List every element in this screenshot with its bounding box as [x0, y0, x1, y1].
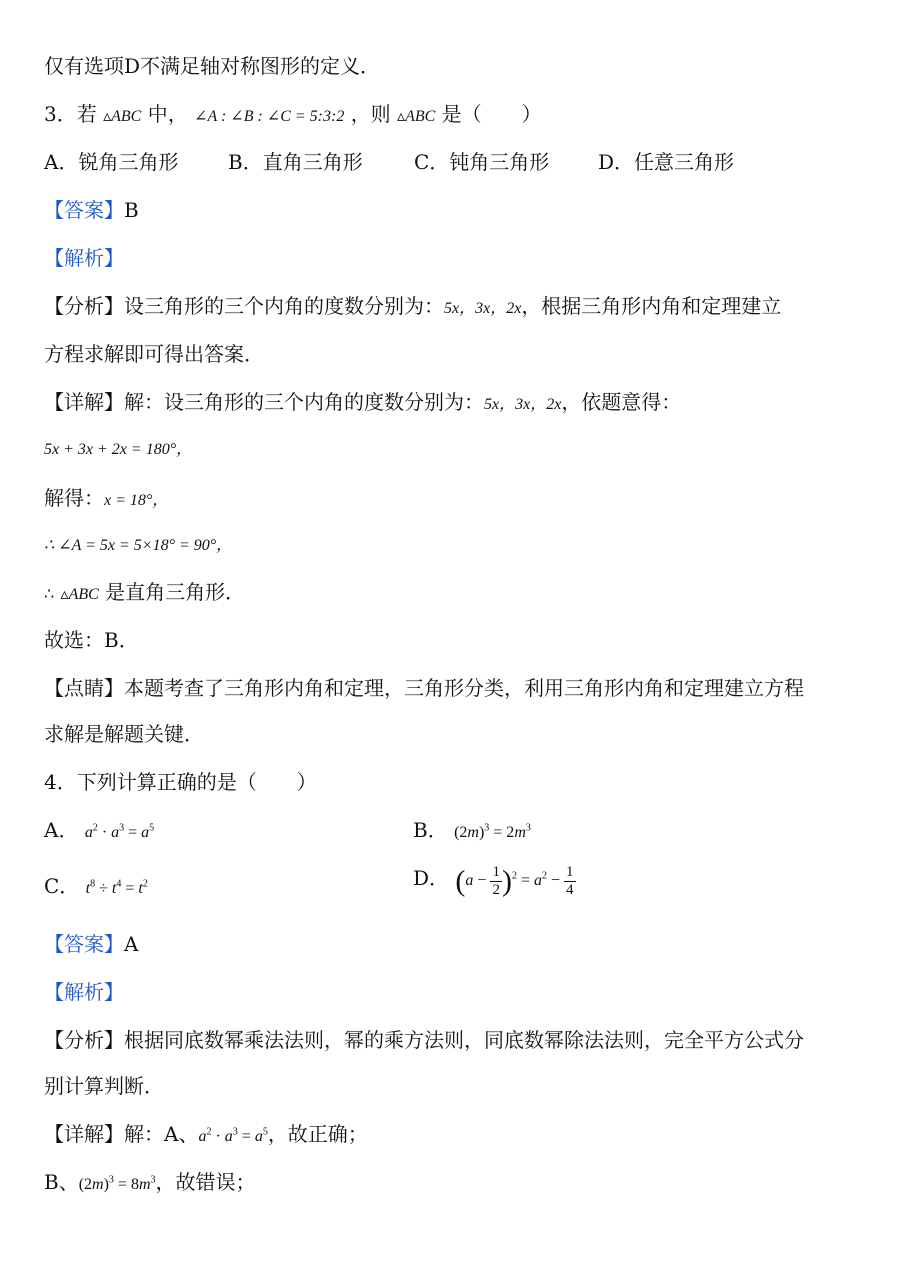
- q2-tail-text: 仅有选项D不满足轴对称图形的定义．: [44, 54, 381, 78]
- q4-line-b: [44, 1168, 256, 1199]
- q3-equation-2: x = 18°，: [104, 492, 169, 509]
- q3-conclusion-text: 是直角三角形．: [98, 580, 246, 604]
- q3-mid: 中，: [147, 102, 188, 126]
- q3-dianjing-line2: 求解是解题关键．: [44, 722, 204, 746]
- q3-fenxi-line1: [44, 292, 781, 323]
- q3-solve-label: 解得：: [44, 486, 104, 510]
- q3-stem: [44, 100, 542, 131]
- q3-conclusion-triangle: ▵ABC: [60, 586, 99, 603]
- q3-then: ，则: [350, 102, 391, 126]
- q4-fenxi-line2: 别计算判断．: [44, 1074, 164, 1098]
- q3-solve-line: [44, 484, 168, 515]
- q3-triangle: ▵ABC: [103, 108, 142, 125]
- q3-option-a: A．锐角三角形: [44, 150, 179, 174]
- q3-ratio: ∠A : ∠B : ∠C = 5:3:2: [194, 108, 345, 125]
- q3-xiangjie-tag: 【详解】: [44, 390, 124, 414]
- q4-line-b-suffix: ，故错误；: [155, 1170, 256, 1194]
- q4-option-c-formula: $t^8 \div t^4 = t^2$: [85, 878, 148, 897]
- q3-therefore: ∴: [44, 586, 55, 603]
- q4-xiangjie-formula: $a^2 \cdot a^3 = a^5$: [198, 1126, 268, 1145]
- q4-xiangjie-text-a: 解：A、: [124, 1122, 199, 1146]
- q4-answer-value: A: [124, 932, 139, 956]
- q3-option-b: B．直角三角形: [228, 150, 363, 174]
- q3-option-c: C．钝角三角形: [414, 150, 550, 174]
- q4-option-a-formula: $a^2 \cdot a^3 = a^5$: [84, 822, 155, 841]
- q4-option-c: C． $t^8 \div t^4 = t^2$: [44, 874, 148, 898]
- q3-answer-value: B: [124, 198, 139, 222]
- q4-option-b: B． $(2m)^3 = 2m^3$: [413, 818, 531, 842]
- q4-answer: [44, 930, 138, 958]
- q3-end: 是（ ）: [441, 102, 542, 126]
- q3-conclusion: [44, 578, 245, 609]
- q3-dianjing-text: 本题考查了三角形内角和定理，三角形分类，利用三角形内角和定理建立方程: [124, 676, 804, 700]
- q4-line-b-formula: $(2m)^3 = 8m^3$: [78, 1174, 156, 1193]
- q4-fenxi-line1: [44, 1026, 804, 1054]
- q3-fenxi-line2: 方程求解即可得出答案．: [44, 342, 264, 366]
- q3-xiangjie-values: 5x，3x，2x: [484, 396, 562, 413]
- q4-option-d-formula: (a − $\frac{1}{2}$ )$^2 = a^2$ − $\frac{1}{4}$: [455, 864, 574, 898]
- q4-xiangjie-line1: [44, 1120, 368, 1151]
- q3-xiangjie-text-a: 解：设三角形的三个内角的度数分别为：: [124, 390, 484, 414]
- q4-answer-tag: 【答案】: [44, 932, 124, 956]
- q3-answer: [44, 196, 139, 224]
- q4-fenxi-text: 根据同底数幂乘法法则，幂的乘方法则，同底数幂除法法则，完全平方公式分: [124, 1028, 804, 1052]
- q3-dianjing-tag: 【点睛】: [44, 676, 124, 700]
- q4-xiangjie-tag: 【详解】: [44, 1122, 124, 1146]
- q3-xiangjie-text-b: ，依题意得：: [561, 390, 682, 414]
- q3-triangle-2: ▵ABC: [397, 108, 436, 125]
- q4-jiexi-tag: 【解析】: [44, 980, 124, 1004]
- q3-fenxi-tag: 【分析】: [44, 294, 124, 318]
- q3-answer-tag: 【答案】: [44, 198, 124, 222]
- q3-options: [0, 148, 905, 176]
- q4-xiangjie-text-b: ，故正确；: [267, 1122, 368, 1146]
- q3-prefix: 3．若: [44, 102, 97, 126]
- q3-fenxi-text-a: 设三角形的三个内角的度数分别为：: [124, 294, 444, 318]
- q4-option-d: D． (a − $\frac{1}{2}$ )$^2 = a^2$ − $\frac{1}{4}$: [413, 864, 574, 898]
- q3-choose: 故选：B．: [44, 628, 139, 652]
- q4-line-b-prefix: B、: [44, 1170, 79, 1194]
- q3-option-d: D．任意三角形: [598, 150, 735, 174]
- q4-option-b-formula: $(2m)^3 = 2m^3$: [454, 822, 531, 841]
- q3-fenxi-text-b: ，根据三角形内角和定理建立: [521, 294, 782, 318]
- q3-xiangjie-line1: [44, 388, 681, 419]
- q3-fenxi-values: 5x，3x，2x: [444, 300, 522, 317]
- q3-equation-3: ∴ ∠A = 5x = 5×18° = 90°，: [44, 537, 233, 554]
- q4-option-a: A． $a^2 \cdot a^3 = a^5$: [44, 818, 155, 842]
- q3-jiexi-tag: 【解析】: [44, 246, 124, 270]
- q4-fenxi-tag: 【分析】: [44, 1028, 124, 1052]
- q4-stem: 4．下列计算正确的是（ ）: [44, 770, 317, 794]
- q3-dianjing-line1: [44, 674, 804, 702]
- q3-equation-1: 5x + 3x + 2x = 180°，: [44, 441, 193, 458]
